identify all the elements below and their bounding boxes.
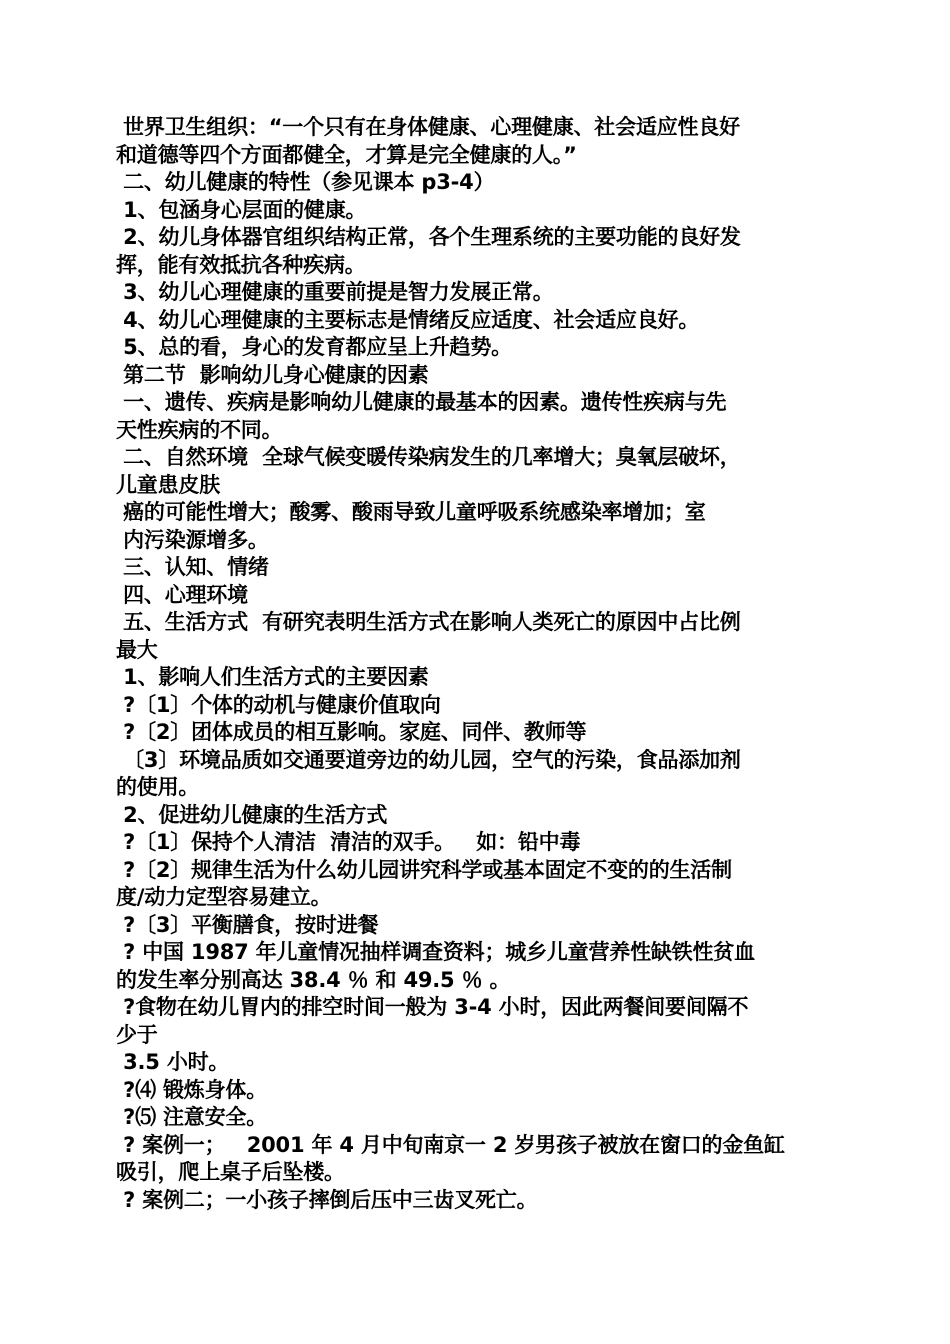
text-line: 少于 <box>116 1022 158 1047</box>
text-line: 3.5 小时。 <box>116 1050 230 1074</box>
list-item: 二、自然环境 全球气候变暖传染病发生的几率增大；臭氧层破坏， <box>116 445 741 469</box>
list-item: ? 中国 1987 年儿童情况抽样调查资料；城乡儿童营养性缺铁性贫血 <box>116 940 755 964</box>
list-item: 4、幼儿心理健康的主要标志是情绪反应适度、社会适应良好。 <box>116 307 700 332</box>
text-line: 内污染源增多。 <box>116 527 269 552</box>
text-line: 吸引，爬上桌子后坠楼。 <box>116 1160 345 1184</box>
list-item: 四、心理环境 <box>116 582 248 607</box>
text-line: 儿童患皮肤 <box>116 472 220 497</box>
text-line: 挥，能有效抵抗各种疾病。 <box>116 252 366 277</box>
list-item: ?〔2〕规律生活为什么幼儿园讲究科学或基本固定不变的的生活制 <box>116 857 732 882</box>
text-line: 的发生率分别高达 38.4 ％ 和 49.5 ％ 。 <box>116 967 511 992</box>
list-item: ? 案例二；一小孩子摔倒后压中三齿叉死亡。 <box>116 1187 538 1212</box>
list-item: 3、幼儿心理健康的重要前提是智力发展正常。 <box>116 280 554 304</box>
text-line: 和道德等四个方面都健全，才算是完全健康的人。” <box>116 142 577 167</box>
list-item: 2、促进幼儿健康的生活方式 <box>116 802 388 827</box>
list-item: ?〔1〕保持个人清洁 清洁的双手。 如：铅中毒 <box>116 830 581 854</box>
section-heading: 第二节 影响幼儿身心健康的因素 <box>116 362 429 387</box>
list-item: 一、遗传、疾病是影响幼儿健康的最基本的因素。遗传性疾病与先 <box>116 390 727 414</box>
text-line: 最大 <box>116 637 158 662</box>
text-line: 世界卫生组织：“一个只有在身体健康、心理健康、社会适应性良好 <box>116 115 740 139</box>
list-item: ?〔3〕平衡膳食，按时进餐 <box>116 912 379 937</box>
section-heading: 二、幼儿健康的特性（参见课本 p3-4） <box>116 170 495 194</box>
text-line: 度/动力定型容易建立。 <box>116 885 332 909</box>
list-item: ?⑸ 注意安全。 <box>116 1105 268 1129</box>
list-item: ? 案例一； 2001 年 4 月中旬南京一 2 岁男孩子被放在窗口的金鱼缸 <box>116 1132 785 1157</box>
text-line: 的使用。 <box>116 775 200 799</box>
list-item: ?〔1〕个体的动机与健康价值取向 <box>116 692 441 717</box>
text-line: 天性疾病的不同。 <box>116 417 283 442</box>
list-item: ?〔2〕团体成员的相互影响。家庭、同伴、教师等 <box>116 720 587 744</box>
document-body <box>116 114 836 1214</box>
list-item: 三、认知、情绪 <box>116 555 269 579</box>
list-item: ?⑷ 锻炼身体。 <box>116 1077 268 1102</box>
list-item: 1、包涵身心层面的健康。 <box>116 197 367 222</box>
list-item: 5、总的看，身心的发育都应呈上升趋势。 <box>116 335 512 359</box>
list-item: 五、生活方式 有研究表明生活方式在影响人类死亡的原因中占比例 <box>116 610 741 634</box>
list-item: 1、影响人们生活方式的主要因素 <box>116 665 429 689</box>
list-item: 2、幼儿身体器官组织结构正常，各个生理系统的主要功能的良好发 <box>116 225 741 249</box>
text-line: 癌的可能性增大；酸雾、酸雨导致儿童呼吸系统感染率增加；室 <box>116 500 706 524</box>
list-item: ?食物在幼儿胃内的排空时间一般为 3-4 小时，因此两餐间要间隔不 <box>116 995 749 1019</box>
list-item: 〔3〕环境品质如交通要道旁边的幼儿园，空气的污染，食品添加剂 <box>116 747 741 772</box>
